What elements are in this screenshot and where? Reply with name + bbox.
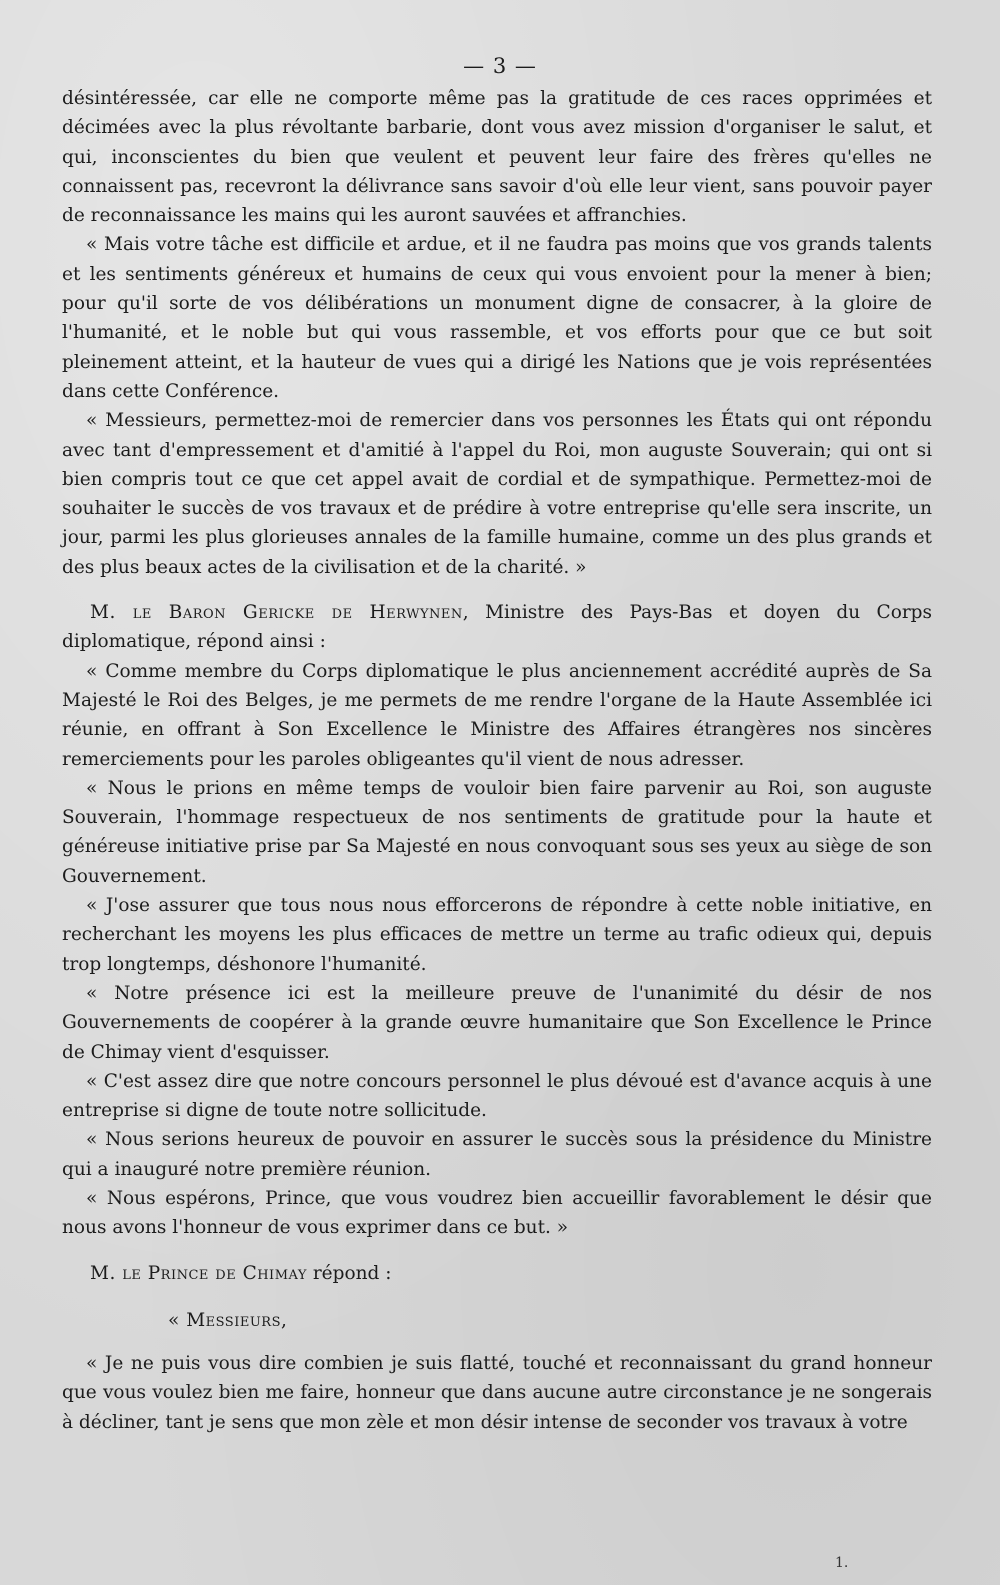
paragraph: « Nous serions heureux de pouvoir en assurer le succès sous la présidence du Ministre qui a inauguré notre première réunion. [62, 1129, 932, 1180]
paragraph: « C'est assez dire que notre concours personnel le plus dévoué est d'avance acquis à une entreprise si digne de toute notre sollicitude. [62, 1070, 932, 1122]
paragraph: « Mais votre tâche est difficile et ardue, et il ne faudra pas moins que vos grands talents et les sentiments généreux et humains de ceux qui vous envoient pour la mener à bien; pour qu'il sorte de vos délibérations un monument digne de consacrer, à la gloire de l'humanité, et le noble but qui vous rassemble, et vos efforts pour que ce but soit pleinement atteint, et la hauteur de vues qui a dirigé les Nations que je vois représentées dans cette Conférence. [62, 234, 932, 402]
speaker-line [62, 598, 932, 657]
salutation: « Messieurs, [168, 1309, 288, 1331]
speaker-line [62, 1259, 932, 1288]
speaker-intro: répond : [306, 1262, 392, 1284]
paragraph: « Notre présence ici est la meilleure preuve de l'unanimité du désir de nos Gouvernements de coopérer à la grande œuvre humanitaire que Son Excellence le Prince de Chimay vient d'esquisser. [62, 982, 932, 1063]
paragraph: « Messieurs, permettez-moi de remercier dans vos personnes les États qui ont répondu avec tant d'empressement et d'amitié à l'appel du Roi, mon auguste Souverain; qui ont si bien compris tout ce que cet appel avait de cordial et de sympathique. Permettez-moi de souhaiter le succès de vos travaux et de prédire à votre entreprise qu'elle sera inscrite, un jour, parmi les plus glorieuses annales de la famille humaine, comme un des plus grands et des plus beaux actes de la civilisation et de la charité. » [62, 410, 932, 578]
speaker-name: M. le Prince de Chimay [90, 1262, 307, 1284]
paragraph: « Nous espérons, Prince, que vous voudrez bien accueillir favorablement le désir que nous avons l'honneur de vous exprimer dans ce but. » [62, 1187, 932, 1239]
speaker-name: M. le Baron Gericke de Herwynen [90, 602, 463, 624]
body-text [62, 84, 932, 1437]
paragraph: désintéressée, car elle ne comporte même pas la gratitude de ces races opprimées et décimées avec la plus révoltante barbarie, dont vous avez mission d'organiser le salut, et qui, inconscientes du bien que veulent et peuvent leur faire des frères qu'elles ne connaissent pas, recevront la délivrance sans savoir d'où elle leur vient, sans pouvoir payer de reconnaissance les mains qui les auront sauvées et affranchies. [62, 88, 932, 227]
paragraph: « Nous le prions en même temps de vouloir bien faire parvenir au Roi, son auguste Souverain, l'hommage respectueux de nos sentiments de gratitude pour la haute et généreuse initiative prise par Sa Majesté en nous convoquant sous ses yeux au siège de son Gouvernement. [62, 777, 932, 887]
paragraph: « Comme membre du Corps diplomatique le plus anciennement accrédité auprès de Sa Majesté le Roi des Belges, je me permets de me rendre l'organe de la Haute Assemblée ici réunie, en offrant à Son Excellence le Ministre des Affaires étrangères nos sincères remerciements pour les paroles obligeantes qu'il vient de nous adresser. [62, 660, 932, 770]
speaker-intro: , Ministre des Pays-Bas et doyen du Corps diplomatique, répond ainsi : [62, 602, 933, 653]
page-number: — 3 — [463, 54, 537, 78]
paragraph: « J'ose assurer que tous nous nous efforcerons de répondre à cette noble initiative, en recherchant les moyens les plus efficaces de mettre un terme au trafic odieux qui, depuis trop longtemps, déshonore l'humanité. [62, 895, 932, 975]
paragraph: « Je ne puis vous dire combien je suis flatté, touché et reconnaissant du grand honneur que vous voulez bien me faire, honneur que dans aucune autre circonstance je ne songerais à décliner, tant je sens que mon zèle et mon désir intense de seconder vos travaux à votre [62, 1353, 932, 1433]
signature-mark: 1. [835, 1555, 849, 1571]
